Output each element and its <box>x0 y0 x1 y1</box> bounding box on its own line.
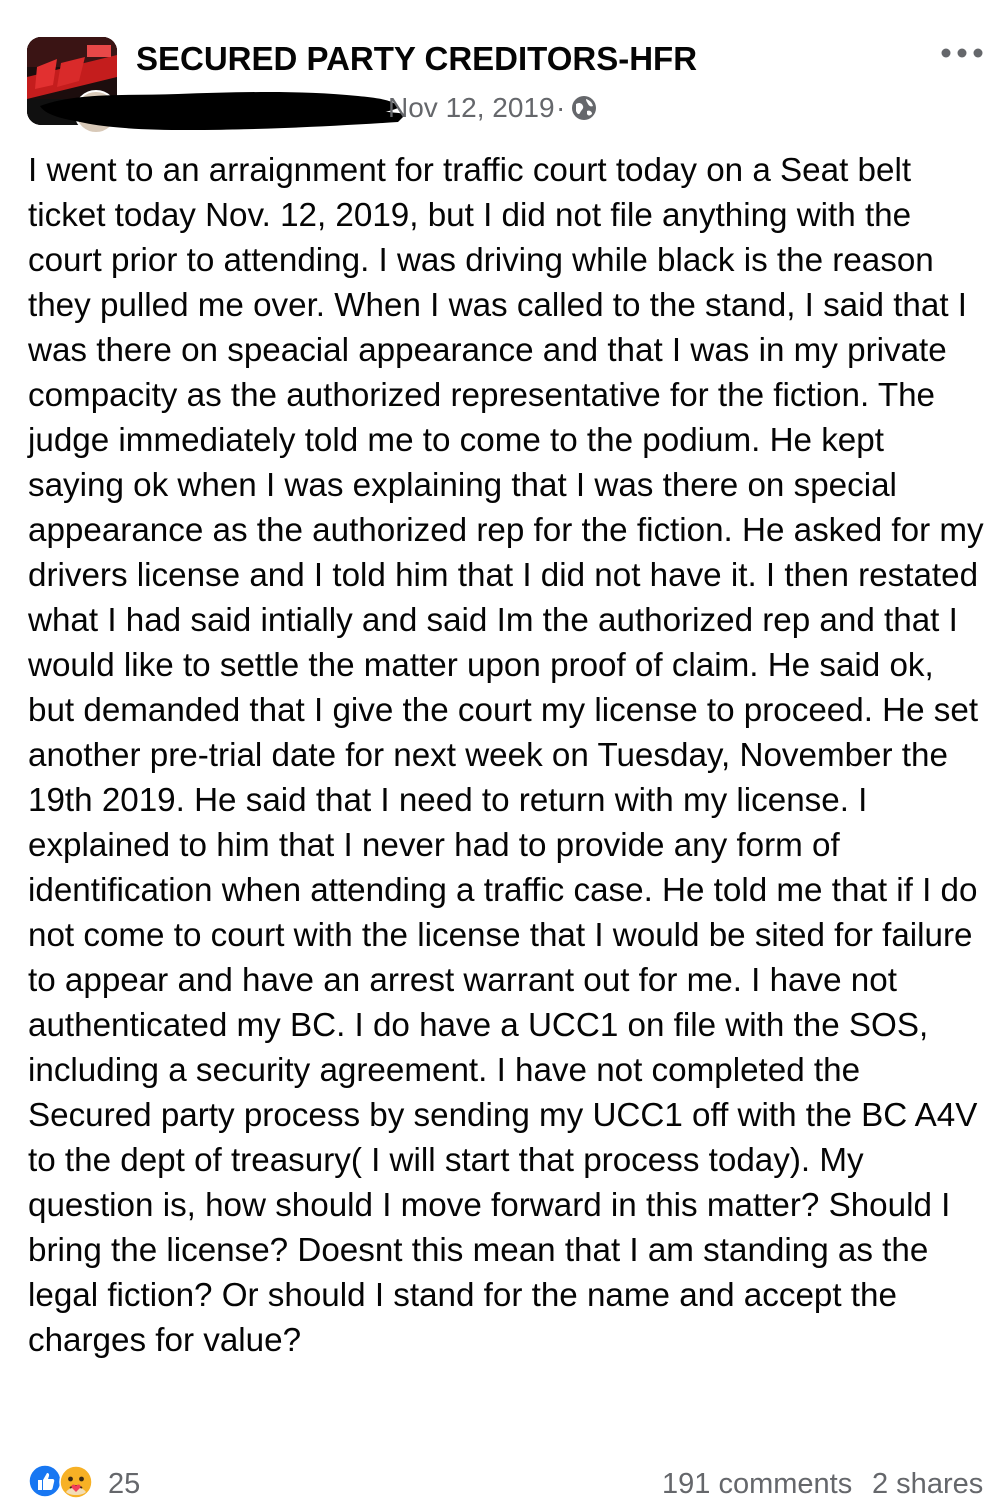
shares-count[interactable]: 2 shares <box>872 1468 984 1500</box>
post-date[interactable]: Nov 12, 2019 <box>388 92 555 123</box>
post-body-text: I went to an arraignment for traffic court today on a Seat belt ticket today Nov. 12, 2019, but I did not file anything with the court prior to attending. I was driving while black is the reason they pulled me over. When I was called to the stand, I said that I was there on speacial appearance and that I was in my private compacity as the authorized representative for the fiction. The judge immediately told me to come to the podium. He kept saying ok when I was explaining that I was there on special appearance as the authorized rep for the fiction. He asked for my drivers license and I told him that I did not have it. I then restated what I had said intially and said Im the authorized rep and that I would like to settle the matter upon proof of claim. He said ok, but demanded that I give the court my license to proceed. He set another pre-trial date for next week on Tuesday, November the 19th 2019. He said that I need to return with my license. I explained to him that I never had to provide any form of identification when attending a traffic case. He told me that if I do not come to court with the license that I would be sited for failure to appear and have an arrest warrant out for me. I have not authenticated my BC. I do have a UCC1 on file with the SOS, including a security agreement. I have not completed the Secured party process by sending my UCC1 off with the BC A4V to the dept of treasury( I will start that process today). My question is, how should I move forward in this matter? Should I bring the license? Doesnt this mean that I am standing as the legal fiction? Or should I stand for the name and accept the charges for value? <box>28 152 984 1359</box>
like-icon <box>28 1464 62 1498</box>
post-meta <box>38 86 618 126</box>
comments-count[interactable]: 191 comments <box>662 1468 853 1500</box>
reaction-count[interactable]: 25 <box>108 1468 141 1500</box>
more-options-icon <box>938 38 986 68</box>
more-options-button[interactable] <box>938 38 986 68</box>
globe-icon <box>570 94 598 122</box>
reaction-icons[interactable] <box>28 1464 108 1498</box>
group-name[interactable]: SECURED PARTY CREDITORS-HFR <box>136 40 698 77</box>
redaction-mark <box>38 86 408 136</box>
care-icon <box>58 1464 94 1500</box>
post-header <box>0 0 1008 140</box>
post-footer <box>0 1462 1008 1502</box>
date-separator: · <box>556 92 566 123</box>
